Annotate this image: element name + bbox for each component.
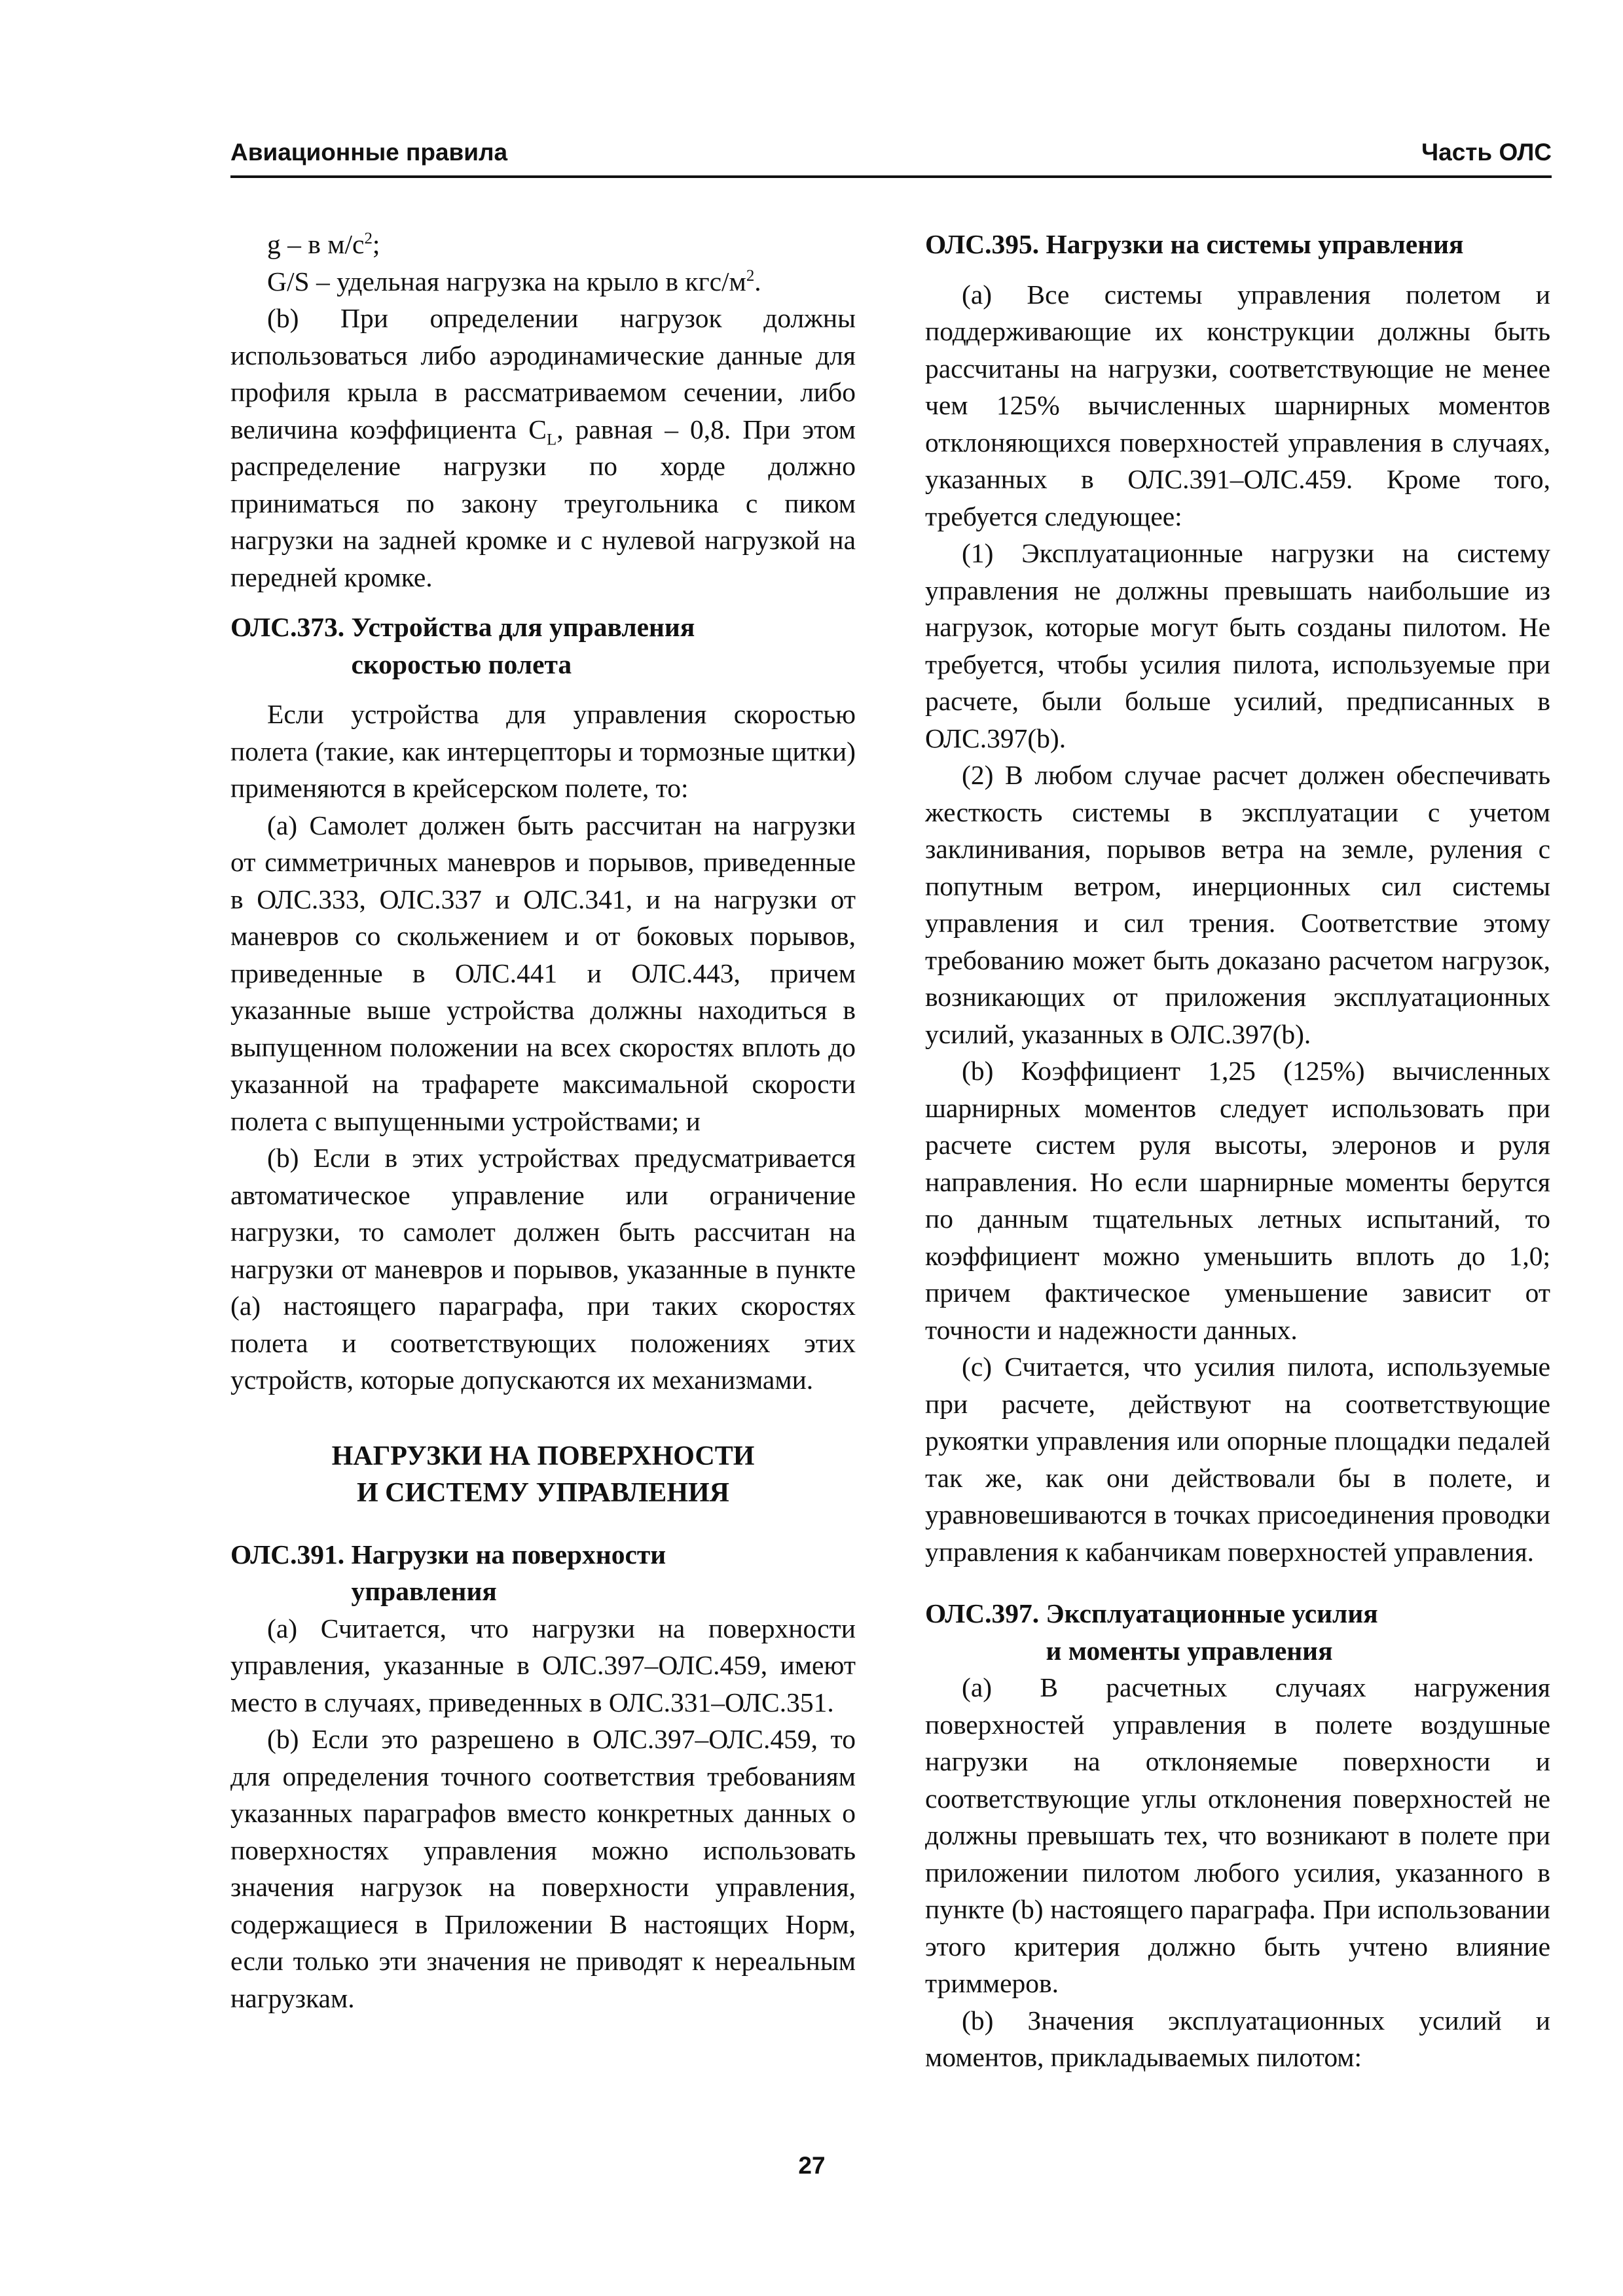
paragraph: (b) Коэффициент 1,25 (125%) вычисленных шарнирных моментов следует использовать при расчете систем руля высоты, элеронов и руля направления. Но если шарнирные моменты берутся по данным тщательных летных испытаний, то коэффициент можно уменьшить вплоть до 1,0; причем фактическое уменьшение зависит от точности и надежности данных. bbox=[925, 1056, 1550, 1345]
definition-gs: G/S – удельная нагрузка на крыло в кгс/$м^2$. bbox=[267, 266, 761, 296]
paragraph: (b) Если в этих устройствах предусматривается автоматическое управление или ограничение нагрузки, то самолет должен быть рассчитан на нагрузки от маневров и порывов, указанные в пункте (a) настоящего параграфа, при таких скоростях полета и соответствующих положениях этих устройств, которые допускаются их механизмами. bbox=[230, 1143, 856, 1395]
paragraph: (c) Считается, что усилия пилота, используемые при расчете, действуют на соответствующие рукоятки управления или опорные площадки педалей так же, как они действовали бы в полете, и уравновешиваются в точках присоединения проводки управления к кабанчикам поверхностей управления. bbox=[925, 1352, 1550, 1567]
paragraph: (b) При определении нагрузок должны использоваться либо аэродинамические данные для профиля крыла в рассматриваемом сечении, либо величина коэффициента $C_L$, равная – 0,8. При этом распределение нагрузки по хорде должно приниматься по закону треугольника с пиком нагрузки на задней кромке и с нулевой нагрузкой на передней кромке. bbox=[230, 303, 856, 592]
section-heading-373: ОЛС.373. Устройства для управления скоростью полета bbox=[230, 612, 695, 679]
section-heading-395: ОЛС.395. Нагрузки на системы управления bbox=[925, 229, 1464, 259]
paragraph: (a) Самолет должен быть рассчитан на нагрузки от симметричных маневров и порывов, приведенные в ОЛС.333, ОЛС.337 и ОЛС.341, и на нагрузки от маневров со скольжением и от боковых порывов, приведенные в ОЛС.441 и ОЛС.443, причем указанные выше устройства должны находиться в выпущенном положении на всех скоростях вплоть до указанной на трафарете максимальной скорости полета с выпущенными устройствами; и bbox=[230, 810, 856, 1136]
section-heading-391: ОЛС.391. Нагрузки на поверхности управления bbox=[230, 1539, 666, 1606]
chapter-heading: НАГРУЗКИ НА ПОВЕРХНОСТИ И СИСТЕМУ УПРАВЛЕНИЯ bbox=[331, 1441, 755, 1508]
definition-g: g – в $м/с^2$; bbox=[267, 229, 380, 259]
paragraph: (a) В расчетных случаях нагружения поверхностей управления в полете воздушные нагрузки на отклоняемые поверхности и соответствующие углы отклонения поверхностей не должны превышать тех, что возникают в полете при приложении пилотом любого усилия, указанного в пункте (b) настоящего параграфа. При использовании этого критерия должно быть учтено влияние триммеров. bbox=[925, 1672, 1550, 1998]
paragraph: (1) Эксплуатационные нагрузки на систему управления не должны превышать наибольшие из нагрузок, которые могут быть созданы пилотом. Не требуется, чтобы усилия пилота, используемые при расчете, были больше усилий, предписанных в ОЛС.397(b). bbox=[925, 538, 1550, 753]
paragraph: (a) Считается, что нагрузки на поверхности управления, указанные в ОЛС.397–ОЛС.459, имеют место в случаях, приведенных в ОЛС.331–ОЛС.351. bbox=[230, 1613, 856, 1717]
left-column bbox=[230, 226, 856, 2017]
paragraph: (b) Если это разрешено в ОЛС.397–ОЛС.459, то для определения точного соответствия требованиям указанных параграфов вместо конкретных данных о поверхностях управления можно использовать значения нагрузок на поверхности управления, содержащиеся в Приложении B настоящих Норм, если только эти значения не приводят к нереальным нагрузкам. bbox=[230, 1724, 856, 2013]
header-part: Часть ОЛС bbox=[1421, 139, 1552, 166]
page-number: 27 bbox=[798, 2152, 826, 2179]
paragraph: Если устройства для управления скоростью полета (такие, как интерцепторы и тормозные щитки) применяются в крейсерском полете, то: bbox=[230, 699, 856, 803]
section-heading-397: ОЛС.397. Эксплуатационные усилия и моменты управления bbox=[925, 1598, 1378, 1666]
right-column bbox=[925, 226, 1550, 2076]
paragraph: (b) Значения эксплуатационных усилий и моментов, прикладываемых пилотом: bbox=[925, 2005, 1550, 2072]
paragraph: (a) Все системы управления полетом и поддерживающие их конструкции должны быть рассчитаны на нагрузки, соответствующие не менее чем 125% вычисленных шарнирных моментов отклоняющихся поверхностей управления в случаях, указанных в ОЛС.391–ОЛС.459. Кроме того, требуется следующее: bbox=[925, 279, 1550, 531]
running-header bbox=[230, 136, 1552, 178]
header-title: Авиационные правила bbox=[230, 139, 508, 166]
paragraph: (2) В любом случае расчет должен обеспечивать жесткость системы в эксплуатации с учетом заклинивания, порывов ветра на земле, руления с попутным ветром, инерционных сил системы управления и сил трения. Соответствие этому требованию может быть доказано расчетом нагрузок, возникающих от приложения эксплуатационных усилий, указанных в ОЛС.397(b). bbox=[925, 760, 1550, 1049]
